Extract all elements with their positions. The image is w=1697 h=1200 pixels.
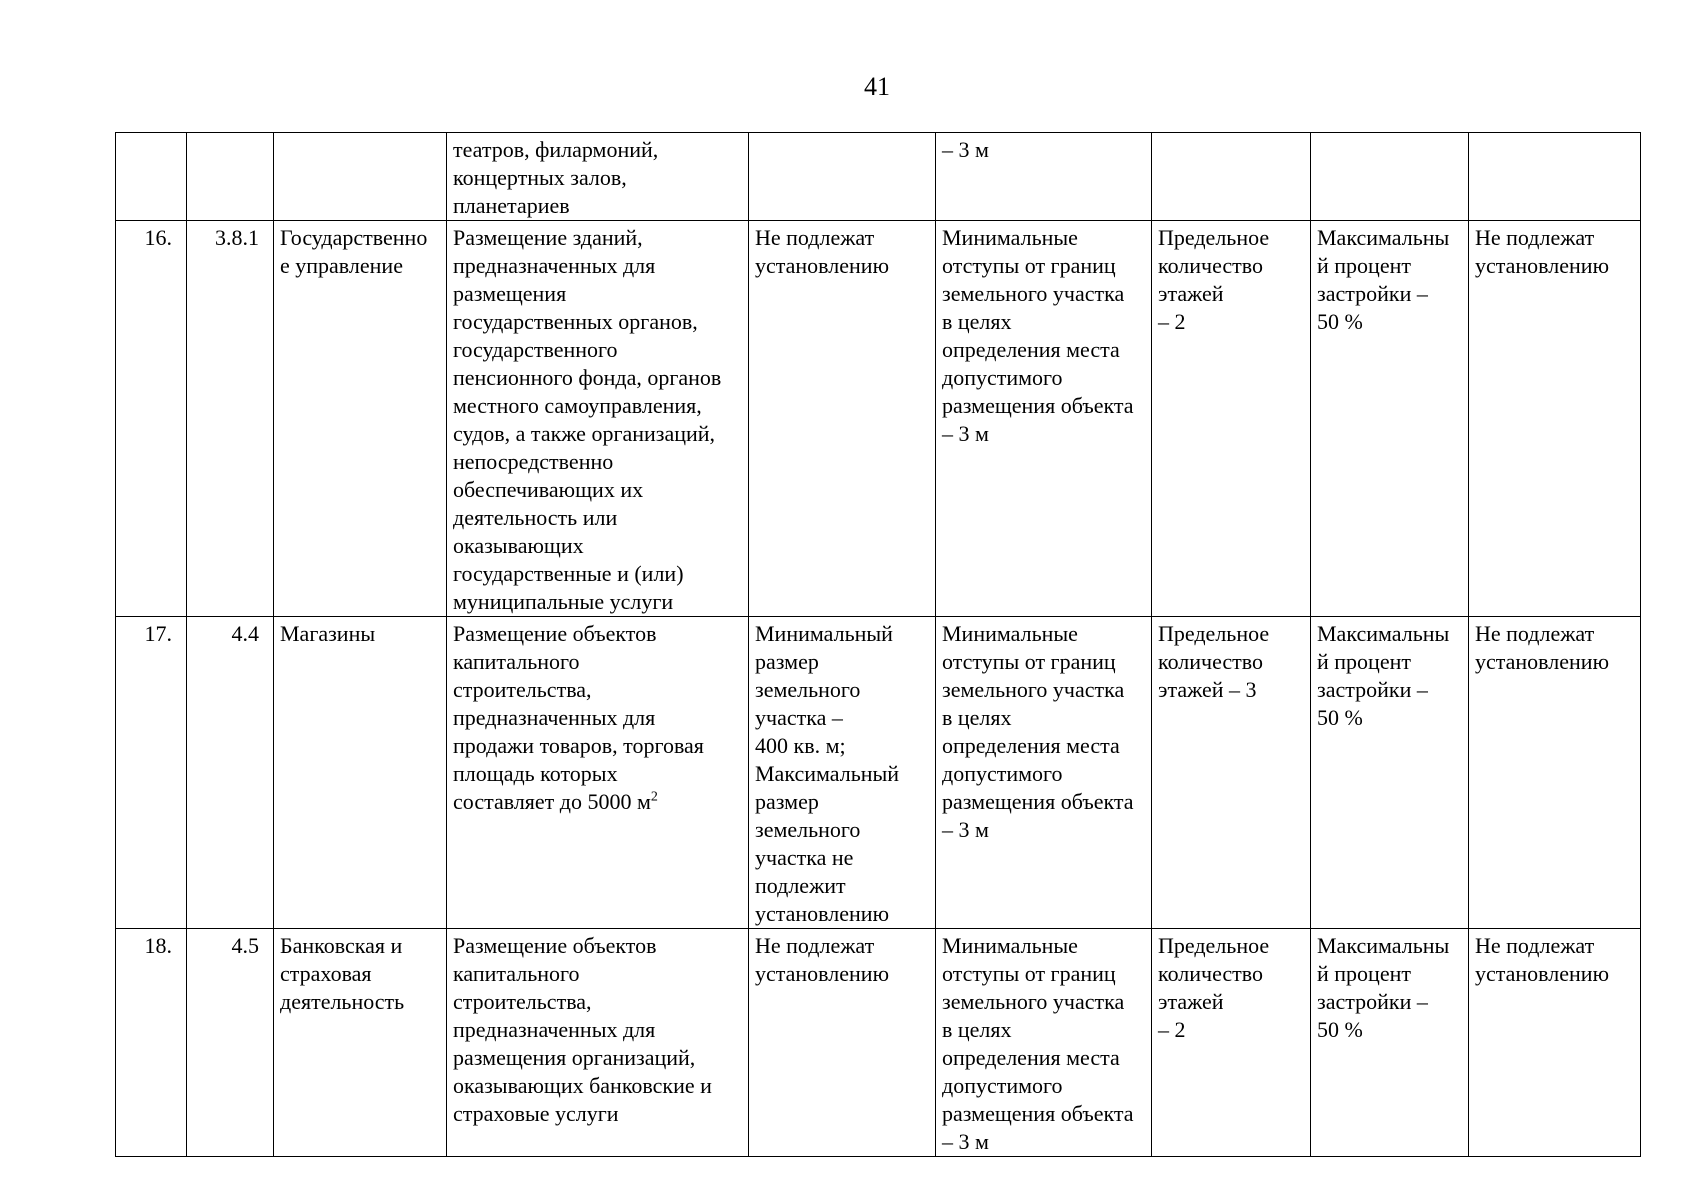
cell-text-line: этажей – 3 [1158,677,1257,702]
cell-text-line: Минимальный [755,621,893,646]
cell-text-line: Минимальные [942,933,1078,958]
row-number-cell: 17. [116,617,187,929]
table-row [116,221,1641,617]
setbacks-cell [936,929,1152,1157]
floors-cell [1152,929,1311,1157]
cell-text-line: – 3 м [942,421,989,446]
cell-text-line: Размещение объектов [453,621,657,646]
cell-text-line: продажи товаров, торговая [453,733,704,758]
cell-text-line: земельного участка [942,677,1125,702]
cell-text-line: Максимальны [1317,225,1450,250]
cell-text-line: этажей [1158,281,1224,306]
cell-text-line: непосредственно [453,449,614,474]
cell-text-line: размер [755,649,819,674]
cell-text-line: Не подлежат [755,225,875,250]
cell-text-line: 400 кв. м; [755,733,846,758]
code-cell: 4.5 [187,929,274,1157]
cell-text-line: Не подлежат [1475,933,1595,958]
table-row [116,617,1641,929]
setbacks-cell [936,221,1152,617]
description-cell [447,133,749,221]
cell-text-line: Максимальный [755,761,900,786]
row-number-cell: 18. [116,929,187,1157]
coverage-cell [1311,221,1469,617]
page-number: 41 [864,72,890,101]
cell-text-line: в целях [942,309,1012,334]
cell-text-line: отступы от границ [942,649,1116,674]
cell-text-line: оказывающих банковские и [453,1073,712,1098]
description-cell [447,221,749,617]
name-cell [274,617,447,929]
plot-size-cell [749,133,936,221]
cell-text-line: й процент [1317,253,1411,278]
cell-text-line: количество [1158,253,1264,278]
cell-text-line: участка – [755,705,843,730]
cell-text-line: земельного [755,817,861,842]
other-params-cell [1469,929,1641,1157]
cell-text-line: Государственно [280,225,428,250]
cell-text-line: количество [1158,961,1264,986]
plot-size-cell [749,221,936,617]
cell-text-line: площадь которых [453,761,618,786]
cell-text-line: государственного [453,337,618,362]
cell-text-line: Не подлежат [755,933,875,958]
cell-text-line: застройки – [1317,989,1428,1014]
cell-text-line: Предельное [1158,621,1270,646]
cell-text-line: Предельное [1158,933,1270,958]
cell-text-line: Предельное [1158,225,1270,250]
other-params-cell [1469,221,1641,617]
setbacks-cell [936,133,1152,221]
cell-text-line: определения места [942,733,1120,758]
cell-text-line: Банковская и [280,933,403,958]
cell-text-line: определения места [942,1045,1120,1070]
cell-text-line: подлежит [755,873,846,898]
cell-text-line: страховая [280,961,372,986]
table-row [116,929,1641,1157]
cell-text-line: Не подлежат [1475,225,1595,250]
cell-text-line: й процент [1317,961,1411,986]
cell-text-line: судов, а также организаций, [453,421,716,446]
cell-text-line: Размещение зданий, [453,225,643,250]
cell-text-line: размещения [453,281,567,306]
cell-text-line: допустимого [942,761,1063,786]
other-params-cell [1469,133,1641,221]
plot-size-cell [749,929,936,1157]
cell-text-line: застройки – [1317,281,1428,306]
cell-text-line: земельного участка [942,281,1125,306]
cell-text-line: строительства, [453,677,592,702]
row-number-cell: 16. [116,221,187,617]
cell-text-line: пенсионного фонда, органов [453,365,722,390]
code-cell: 4.4 [187,617,274,929]
cell-text-line: размер [755,789,819,814]
cell-text-line: земельного участка [942,989,1125,1014]
cell-text-line: 50 % [1317,705,1363,730]
cell-text-line: Максимальны [1317,933,1450,958]
code-cell: 3.8.1 [187,221,274,617]
cell-text-line: Минимальные [942,621,1078,646]
cell-text-line: государственные и (или) [453,561,684,586]
cell-text-line: Максимальны [1317,621,1450,646]
cell-text-line: е управление [280,253,403,278]
cell-text-line: капитального [453,649,580,674]
table-body [116,133,1641,1157]
cell-text-line: Не подлежат [1475,621,1595,646]
cell-text-line: строительства, [453,989,592,1014]
cell-text-line: застройки – [1317,677,1428,702]
row-number-cell [116,133,187,221]
cell-text-line: – 3 м [942,1129,989,1154]
cell-text-line: 50 % [1317,1017,1363,1042]
cell-text-line: отступы от границ [942,961,1116,986]
cell-text-line: й процент [1317,649,1411,674]
cell-text-line: предназначенных для [453,705,656,730]
cell-text-line: допустимого [942,1073,1063,1098]
cell-text-line: допустимого [942,365,1063,390]
table-row [116,133,1641,221]
cell-text-line: – 3 м [942,817,989,842]
cell-text-line: составляет до 5000 м [453,789,651,814]
cell-text-line: участка не [755,845,854,870]
cell-text-line: оказывающих [453,533,584,558]
cell-text-line: в целях [942,705,1012,730]
cell-text-line: деятельность [280,989,405,1014]
floors-cell [1152,221,1311,617]
cell-text-line: количество [1158,649,1264,674]
cell-text-line: определения места [942,337,1120,362]
cell-text-line: – 3 м [942,137,989,162]
cell-text-line: государственных органов, [453,309,698,334]
cell-text-line: установлению [755,901,890,926]
cell-text-line: установлению [1475,649,1610,674]
coverage-cell [1311,929,1469,1157]
cell-text-line: размещения организаций, [453,1045,696,1070]
name-cell [274,221,447,617]
cell-text-line: в целях [942,1017,1012,1042]
cell-text-line: страховые услуги [453,1101,619,1126]
cell-text-line: размещения объекта [942,1101,1134,1126]
cell-text-line: установлению [755,961,890,986]
cell-text-line: Минимальные [942,225,1078,250]
cell-text-line: отступы от границ [942,253,1116,278]
cell-text-line: – 2 [1158,1017,1186,1042]
cell-text-line: Магазины [280,621,376,646]
cell-text-line: деятельность или [453,505,618,530]
cell-text-line: театров, филармоний, [453,137,659,162]
setbacks-cell [936,617,1152,929]
cell-text-line: муниципальные услуги [453,589,674,614]
floors-cell [1152,133,1311,221]
floors-cell [1152,617,1311,929]
superscript-exponent: 2 [650,789,658,805]
cell-text-line: Размещение объектов [453,933,657,958]
cell-text-line-with-sup [453,788,742,816]
code-cell [187,133,274,221]
description-cell [447,929,749,1157]
cell-text-line: капитального [453,961,580,986]
cell-text-line: обеспечивающих их [453,477,644,502]
cell-text-line: размещения объекта [942,789,1134,814]
cell-text-line: планетариев [453,193,570,218]
cell-text-line: земельного [755,677,861,702]
plot-size-cell [749,617,936,929]
cell-text-line: этажей [1158,989,1224,1014]
cell-text-line: местного самоуправления, [453,393,702,418]
cell-text-line: – 2 [1158,309,1186,334]
name-cell [274,133,447,221]
other-params-cell [1469,617,1641,929]
coverage-cell [1311,133,1469,221]
description-cell [447,617,749,929]
cell-text-line: размещения объекта [942,393,1134,418]
coverage-cell [1311,617,1469,929]
land-use-table [115,132,1641,1157]
cell-text-line: установлению [755,253,890,278]
name-cell [274,929,447,1157]
cell-text-line: установлению [1475,253,1610,278]
cell-text-line: установлению [1475,961,1610,986]
cell-text-line: предназначенных для [453,1017,656,1042]
cell-text-line: предназначенных для [453,253,656,278]
cell-text-line: концертных залов, [453,165,627,190]
cell-text-line: 50 % [1317,309,1363,334]
